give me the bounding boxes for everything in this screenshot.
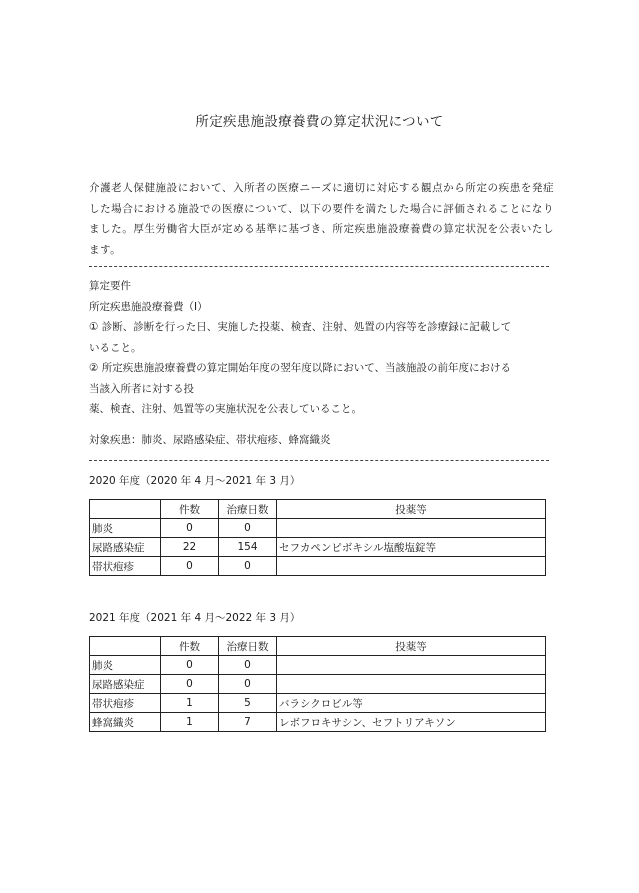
- meds-cell: [277, 557, 546, 576]
- days-cell: 154: [219, 538, 277, 557]
- requirements-section: [89, 276, 554, 420]
- days-cell: 7: [219, 713, 277, 732]
- header-days: 治療日数: [219, 637, 277, 656]
- table-2020: [89, 499, 546, 576]
- disease-cell: 帯状疱疹: [90, 694, 161, 713]
- table-row: [90, 713, 546, 732]
- meds-cell: [277, 656, 546, 675]
- header-count: 件数: [161, 500, 219, 519]
- count-cell: 22: [161, 538, 219, 557]
- table-row: [90, 519, 546, 538]
- dashed-divider: [89, 266, 549, 267]
- meds-cell: レボフロキサシン、セフトリアキソン: [277, 713, 546, 732]
- count-cell: 0: [161, 519, 219, 538]
- table-row: [90, 675, 546, 694]
- table-header-row: [90, 637, 546, 656]
- disease-cell: 肺炎: [90, 519, 161, 538]
- header-blank: [90, 637, 161, 656]
- requirement-item-2-line-2: 当該入所者に対する投: [89, 382, 194, 395]
- meds-cell: セフカペンピボキシル塩酸塩錠等: [277, 538, 546, 557]
- days-cell: 5: [219, 694, 277, 713]
- days-cell: 0: [219, 557, 277, 576]
- disease-cell: 尿路感染症: [90, 538, 161, 557]
- year-2021-label: 2021 年度（2021 年 4 月～2022 年 3 月）: [89, 612, 301, 624]
- requirement-item-1-line-1: ① 診断、診断を行った日、実施した投薬、検査、注射、処置の内容等を診療録に記載して: [89, 321, 512, 333]
- days-cell: 0: [219, 519, 277, 538]
- header-meds: 投薬等: [277, 500, 546, 519]
- requirement-item-1-line-2: いること。: [89, 341, 142, 354]
- table-row: [90, 656, 546, 675]
- target-diseases: 対象疾患：肺炎、尿路感染症、帯状疱疹、蜂窩織炎: [89, 434, 331, 446]
- dashed-divider: [89, 460, 549, 461]
- count-cell: 1: [161, 694, 219, 713]
- header-days: 治療日数: [219, 500, 277, 519]
- disease-cell: 帯状疱疹: [90, 557, 161, 576]
- disease-cell: 尿路感染症: [90, 675, 161, 694]
- table-header-row: [90, 500, 546, 519]
- count-cell: 0: [161, 675, 219, 694]
- year-2020-label: 2020 年度（2020 年 4 月～2021 年 3 月）: [89, 475, 301, 487]
- table-row: [90, 538, 546, 557]
- count-cell: 1: [161, 713, 219, 732]
- count-cell: 0: [161, 557, 219, 576]
- table-2021: [89, 636, 546, 732]
- table-row: [90, 557, 546, 576]
- count-cell: 0: [161, 656, 219, 675]
- header-blank: [90, 500, 161, 519]
- page-title: 所定疾患施設療養費の算定状況について: [195, 114, 444, 130]
- intro-paragraph: 介護老人保健施設において、入所者の医療ニーズに適切に対応する観点から所定の疾患を発症した場合における施設での医療について、以下の要件を満たした場合に評価されることになりました。厚生労働省大臣が定める基準に基づき、所定疾患施設療養費の算定状況を公表いたします。: [89, 182, 554, 256]
- meds-cell: [277, 519, 546, 538]
- requirement-item-2-line-1: ② 所定疾患施設療養費の算定開始年度の翌年度以降において、当該施設の前年度における: [89, 362, 512, 374]
- header-count: 件数: [161, 637, 219, 656]
- meds-cell: [277, 675, 546, 694]
- days-cell: 0: [219, 675, 277, 694]
- disease-cell: 肺炎: [90, 656, 161, 675]
- requirements-heading: 算定要件: [89, 280, 131, 292]
- days-cell: 0: [219, 656, 277, 675]
- header-meds: 投薬等: [277, 637, 546, 656]
- requirement-item-2-line-3: 薬、検査、注射、処置等の実施状況を公表していること。: [89, 403, 362, 415]
- disease-cell: 蜂窩織炎: [90, 713, 161, 732]
- requirements-subheading: 所定疾患施設療養費（Ⅰ）: [89, 300, 208, 313]
- meds-cell: バラシクロビル等: [277, 694, 546, 713]
- table-row: [90, 694, 546, 713]
